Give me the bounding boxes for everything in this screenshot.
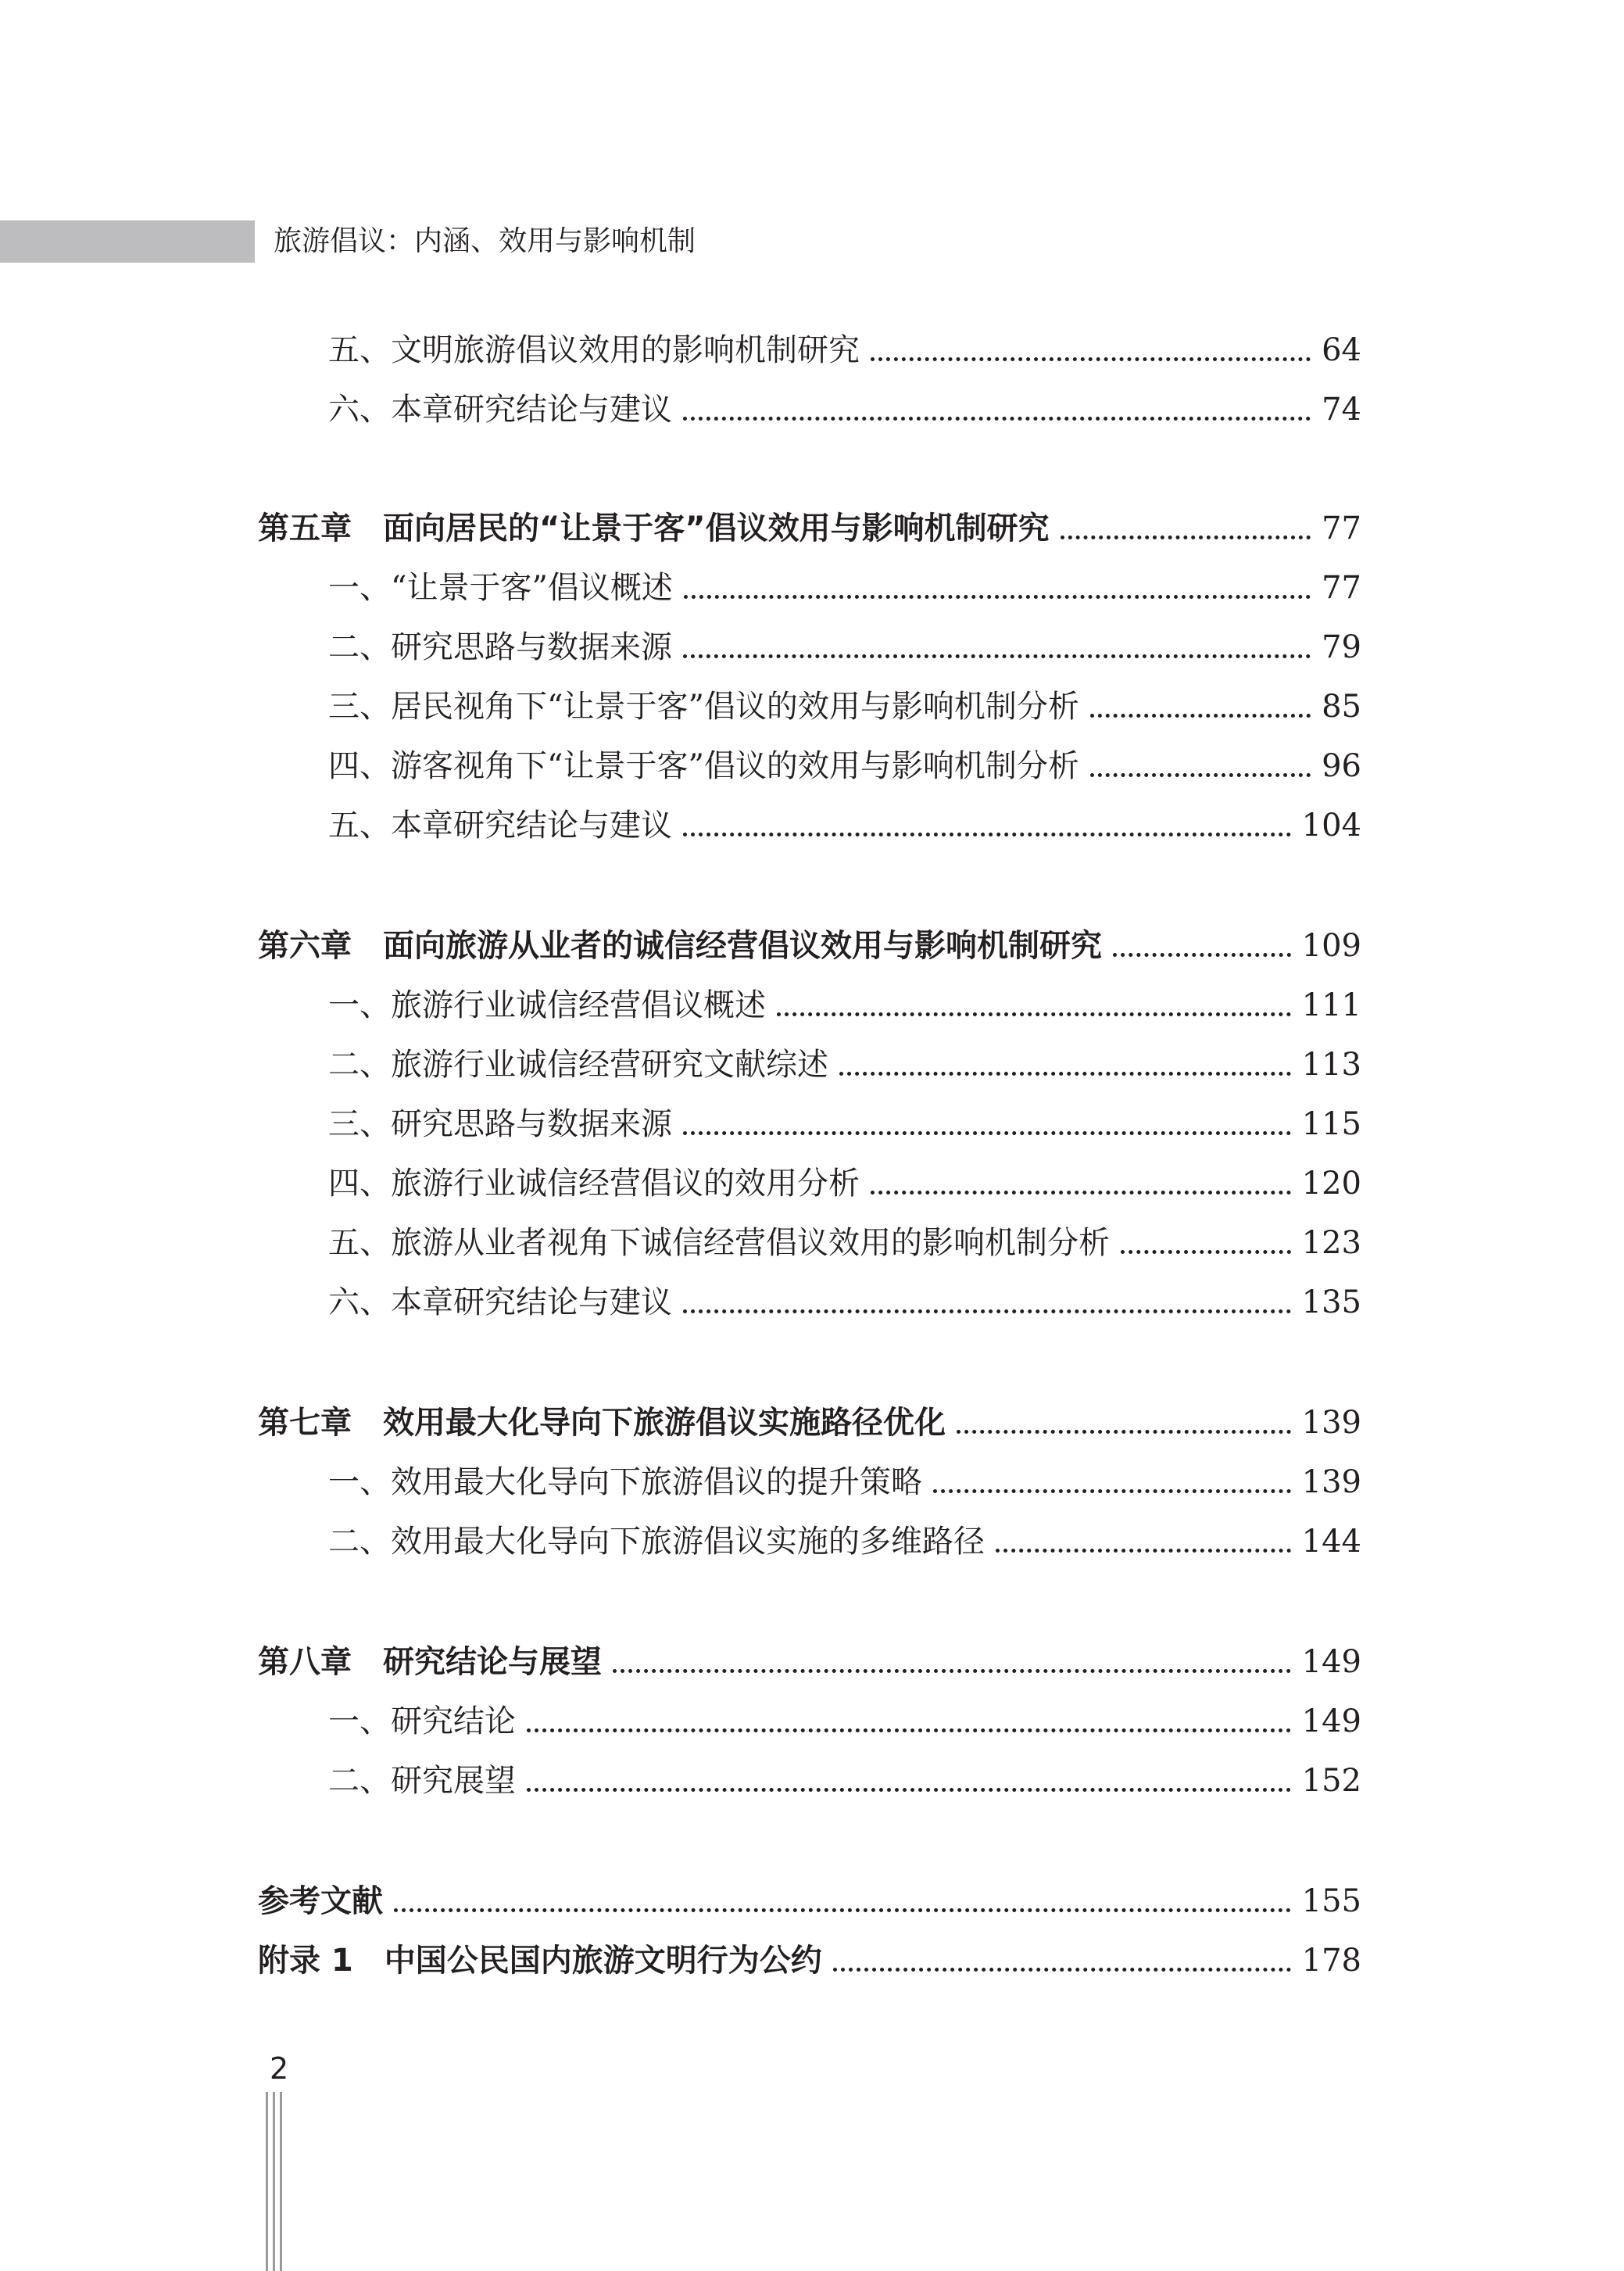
toc-entry-page: 139 <box>1301 1464 1361 1500</box>
dot-leader <box>683 1131 1291 1135</box>
toc-entry-title: 第五章 面向居民的“让景于客”倡议效用与影响机制研究 <box>258 510 1050 546</box>
toc-entry-page: 109 <box>1301 928 1361 964</box>
toc-entry-page: 115 <box>1301 1106 1361 1142</box>
toc-entry-page: 149 <box>1301 1703 1361 1739</box>
dot-leader <box>957 1430 1291 1434</box>
toc-entry-page: 113 <box>1301 1047 1361 1083</box>
toc-entry-page: 152 <box>1301 1763 1361 1799</box>
toc-section-entry[interactable] <box>328 1698 1361 1745</box>
dot-leader <box>777 1012 1291 1016</box>
toc-entry-page: 64 <box>1322 332 1361 368</box>
dot-leader <box>1121 1250 1291 1254</box>
dot-leader <box>527 1788 1291 1792</box>
toc-section-entry[interactable] <box>328 1220 1361 1266</box>
dot-leader <box>1061 536 1311 539</box>
toc-section-entry[interactable] <box>328 982 1361 1029</box>
binding-lines <box>266 2092 289 2271</box>
dot-leader <box>683 417 1311 421</box>
dot-leader <box>833 1968 1291 1972</box>
toc-entry-page: 77 <box>1322 570 1361 606</box>
toc-entry-page: 111 <box>1301 987 1361 1023</box>
dot-leader <box>933 1489 1291 1493</box>
dot-leader <box>683 833 1291 836</box>
dot-leader <box>871 1191 1291 1195</box>
dot-leader <box>996 1549 1291 1553</box>
toc-entry-page: 85 <box>1322 689 1361 725</box>
toc-entry-page: 135 <box>1301 1284 1361 1320</box>
toc-chapter-entry[interactable] <box>258 1639 1361 1685</box>
toc-entry-title: 第六章 面向旅游从业者的诚信经营倡议效用与影响机制研究 <box>258 928 1102 964</box>
toc-section-entry[interactable] <box>328 1279 1361 1326</box>
toc-section-entry[interactable] <box>328 802 1361 849</box>
toc-chapter-entry[interactable] <box>258 1399 1361 1446</box>
toc-entry-page: 104 <box>1301 808 1361 844</box>
dot-leader <box>1090 773 1311 777</box>
toc-entry-title: 一、效用最大化导向下旅游倡议的提升策略 <box>328 1464 922 1500</box>
dot-leader <box>684 595 1311 599</box>
toc-section-entry[interactable] <box>328 1160 1361 1207</box>
toc-entry-title: 三、研究思路与数据来源 <box>328 1106 672 1142</box>
toc-section-entry[interactable] <box>328 624 1361 671</box>
toc-section-entry[interactable] <box>328 1041 1361 1088</box>
toc-entry-page: 144 <box>1301 1524 1361 1560</box>
toc-entry-title: 二、旅游行业诚信经营研究文献综述 <box>328 1047 828 1083</box>
toc-entry-title: 五、本章研究结论与建议 <box>328 808 672 844</box>
toc-entry-title: 三、居民视角下“让景于客”倡议的效用与影响机制分析 <box>328 689 1079 725</box>
dot-leader <box>527 1728 1291 1732</box>
toc-entry-page: 96 <box>1322 748 1361 784</box>
toc-entry-title: 四、游客视角下“让景于客”倡议的效用与影响机制分析 <box>328 748 1079 784</box>
toc-section-entry[interactable] <box>328 386 1361 433</box>
toc-chapter-entry[interactable] <box>258 1937 1361 1984</box>
toc-section-entry[interactable] <box>328 1459 1361 1506</box>
toc-entry-page: 149 <box>1301 1644 1361 1680</box>
dot-leader <box>839 1072 1291 1076</box>
toc-entry-title: 第七章 效用最大化导向下旅游倡议实施路径优化 <box>258 1405 946 1441</box>
dot-leader <box>871 357 1311 361</box>
toc-entry-title: 参考文献 <box>258 1883 383 1919</box>
toc-chapter-entry[interactable] <box>258 505 1361 552</box>
toc-section-entry[interactable] <box>328 327 1361 374</box>
toc-section-entry[interactable] <box>328 1101 1361 1148</box>
toc-section-entry[interactable] <box>328 683 1361 730</box>
toc-chapter-entry[interactable] <box>258 922 1361 969</box>
toc-entry-title: 四、旅游行业诚信经营倡议的效用分析 <box>328 1166 860 1202</box>
page-number: 2 <box>270 2051 289 2086</box>
toc-section-entry[interactable] <box>328 743 1361 790</box>
dot-leader <box>1113 953 1291 957</box>
toc-chapter-entry[interactable] <box>258 1878 1361 1925</box>
toc-entry-title: 二、研究展望 <box>328 1763 516 1799</box>
dot-leader <box>394 1908 1291 1912</box>
toc-entry-page: 79 <box>1322 629 1361 665</box>
toc-entry-page: 139 <box>1301 1405 1361 1441</box>
toc-entry-title: 一、研究结论 <box>328 1703 516 1739</box>
toc-entry-title: 二、效用最大化导向下旅游倡议实施的多维路径 <box>328 1524 985 1560</box>
dot-leader <box>683 654 1311 658</box>
dot-leader <box>683 1309 1291 1313</box>
toc-entry-page: 74 <box>1322 392 1361 428</box>
running-head: 旅游倡议：内涵、效用与影响机制 <box>274 225 696 257</box>
toc-entry-title: 附录 1 中国公民国内旅游文明行为公约 <box>258 1943 822 1979</box>
toc-entry-title: 第八章 研究结论与展望 <box>258 1644 602 1680</box>
toc-entry-page: 155 <box>1301 1883 1361 1919</box>
toc-entry-title: 一、“让景于客”倡议概述 <box>328 570 673 606</box>
toc-entry-title: 二、研究思路与数据来源 <box>328 629 672 665</box>
toc-entry-page: 120 <box>1301 1166 1361 1202</box>
toc-entry-title: 五、文明旅游倡议效用的影响机制研究 <box>328 332 860 368</box>
toc-entry-title: 一、旅游行业诚信经营倡议概述 <box>328 987 766 1023</box>
toc-entry-page: 123 <box>1301 1225 1361 1261</box>
toc-entry-title: 六、本章研究结论与建议 <box>328 1284 672 1320</box>
toc-entry-page: 77 <box>1322 510 1361 546</box>
dot-leader <box>1090 714 1311 718</box>
toc-section-entry[interactable] <box>328 564 1361 611</box>
toc-entry-title: 五、旅游从业者视角下诚信经营倡议效用的影响机制分析 <box>328 1225 1110 1261</box>
toc-entry-page: 178 <box>1301 1943 1361 1979</box>
toc-entry-title: 六、本章研究结论与建议 <box>328 392 672 428</box>
toc-section-entry[interactable] <box>328 1757 1361 1804</box>
toc-section-entry[interactable] <box>328 1518 1361 1565</box>
dot-leader <box>613 1669 1291 1673</box>
